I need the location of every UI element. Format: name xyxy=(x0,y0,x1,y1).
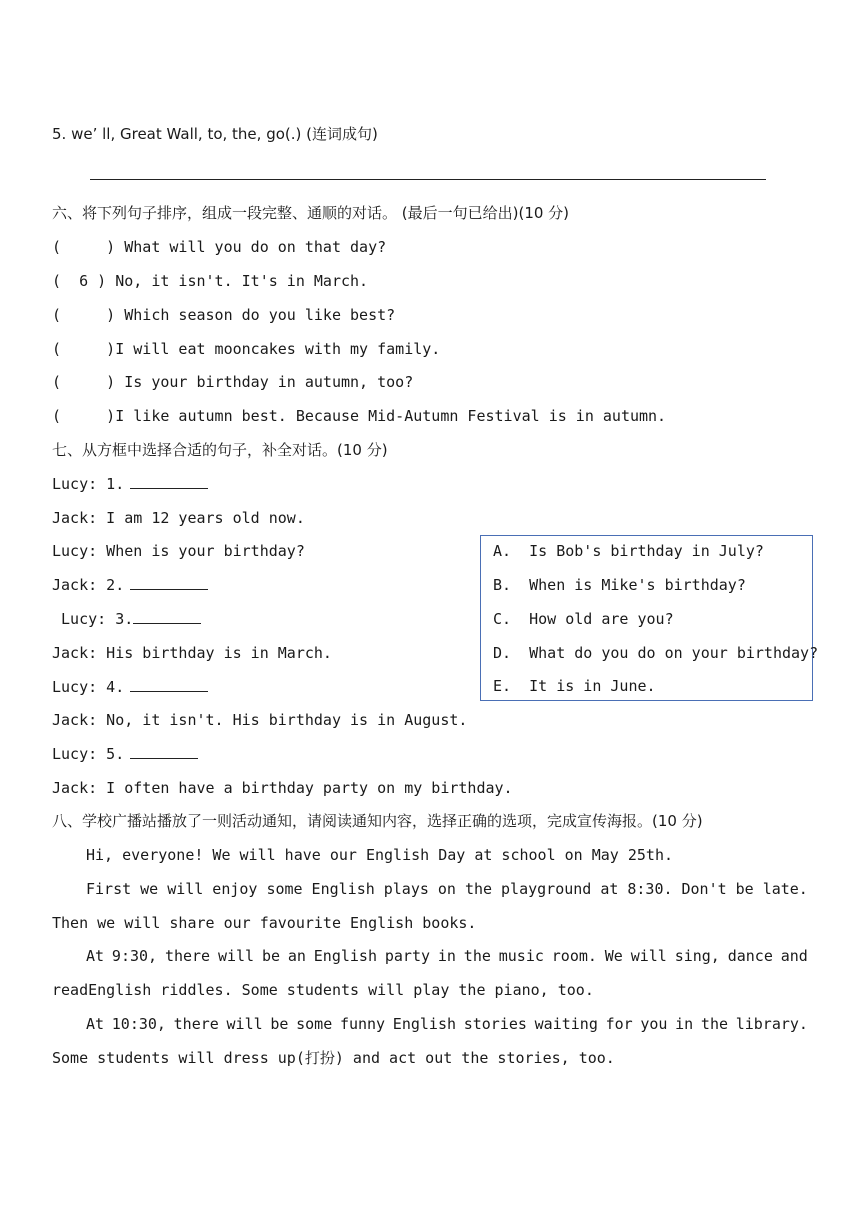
notice-word: party xyxy=(384,947,431,965)
notice-word: First xyxy=(86,880,132,898)
notice-word: we xyxy=(140,880,159,898)
notice-word: will xyxy=(630,947,667,965)
dialogue-line-7 xyxy=(52,677,208,697)
notice-word: be xyxy=(261,947,280,965)
option-a: A. Is Bob's birthday in July? xyxy=(493,542,764,560)
notice-word: library. xyxy=(735,1015,808,1033)
notice-word: there xyxy=(164,947,211,965)
dialogue-line-9 xyxy=(52,744,198,764)
dialogue-line-1 xyxy=(52,474,208,494)
notice-paragraph-3-line-1 xyxy=(52,946,808,966)
dialogue-text: Lucy: 3. xyxy=(52,610,134,628)
notice-word: for xyxy=(605,1015,633,1033)
notice-word: in xyxy=(675,1015,694,1033)
notice-word: will xyxy=(226,1015,263,1033)
section8-heading: 八、学校广播站播放了一则活动通知，请阅读通知内容，选择正确的选项，完成宣传海报。(10 分) xyxy=(52,812,703,830)
section6-item-6: ( )I like autumn best. Because Mid-Autumn Festival is in autumn. xyxy=(52,407,667,425)
notice-word: playground xyxy=(501,880,592,898)
q5-answer-line[interactable] xyxy=(90,179,766,180)
notice-word: sing, xyxy=(674,947,720,965)
notice-word: late. xyxy=(762,880,808,898)
dialogue-line-2: Jack: I am 12 years old now. xyxy=(52,509,305,527)
option-c: C. How old are you? xyxy=(493,610,674,628)
answer-blank-1[interactable] xyxy=(130,474,208,489)
notice-paragraph-2-line-1 xyxy=(52,879,808,899)
notice-word: in xyxy=(437,947,456,965)
notice-word: We xyxy=(604,947,623,965)
answer-blank-5[interactable] xyxy=(130,744,198,759)
notice-word: there xyxy=(173,1015,219,1033)
dialogue-line-6: Jack: His birthday is in March. xyxy=(52,644,332,662)
notice-word: 9:30, xyxy=(111,947,158,965)
notice-word: Don't xyxy=(681,880,727,898)
section6-item-1: ( ) What will you do on that day? xyxy=(52,238,387,256)
notice-word: and xyxy=(780,947,808,965)
notice-word: be xyxy=(735,880,754,898)
section7-heading: 七、从方框中选择合适的句子，补全对话。(10 分) xyxy=(52,441,388,459)
notice-word: 10:30, xyxy=(111,1015,166,1033)
notice-word: room. xyxy=(551,947,597,965)
notice-word: the xyxy=(463,947,491,965)
notice-word: on xyxy=(437,880,456,898)
notice-word: funny xyxy=(339,1015,386,1033)
dialogue-text: Lucy: 5. xyxy=(52,745,125,763)
notice-word: music xyxy=(498,947,544,965)
dialogue-text: Lucy: 1. xyxy=(52,475,125,493)
options-box xyxy=(480,535,819,701)
notice-word: dance xyxy=(727,947,773,965)
section6-item-3: ( ) Which season do you like best? xyxy=(52,306,396,324)
notice-word: At xyxy=(86,947,105,965)
notice-word: an xyxy=(287,947,306,965)
notice-word: At xyxy=(86,1015,105,1033)
answer-blank-3[interactable] xyxy=(133,609,201,624)
answer-blank-4[interactable] xyxy=(130,677,208,692)
notice-word: plays xyxy=(383,880,429,898)
option-b: B. When is Mike's birthday? xyxy=(493,576,746,594)
option-e: E. It is in June. xyxy=(493,677,656,695)
section6-heading: 六、将下列句子排序，组成一段完整、通顺的对话。 (最后一句已给出)(10 分) xyxy=(52,204,570,222)
notice-word: English xyxy=(392,1015,457,1033)
notice-word: the xyxy=(700,1015,729,1033)
dialogue-text: Jack: 2. xyxy=(52,576,125,594)
notice-word: stories xyxy=(463,1015,527,1033)
dialogue-line-4 xyxy=(52,575,208,595)
dialogue-line-8: Jack: No, it isn't. His birthday is in August. xyxy=(52,711,468,729)
notice-word: waiting xyxy=(534,1015,598,1033)
notice-word: English xyxy=(311,880,375,898)
notice-paragraph-4-line-2: Some students will dress up(打扮) and act out the stories, too. xyxy=(52,1049,615,1067)
dialogue-text: Lucy: 4. xyxy=(52,678,125,696)
notice-word: will xyxy=(167,880,204,898)
section6-item-5: ( ) Is your birthday in autumn, too? xyxy=(52,373,414,391)
notice-word: enjoy xyxy=(212,880,258,898)
notice-word: you xyxy=(640,1015,668,1033)
section6-item-4: ( )I will eat mooncakes with my family. xyxy=(52,340,441,358)
notice-paragraph-3-line-2: readEnglish riddles. Some students will play the piano, too. xyxy=(52,981,594,999)
dialogue-line-10: Jack: I often have a birthday party on my birthday. xyxy=(52,779,513,797)
notice-word: be xyxy=(270,1015,289,1033)
notice-word: some xyxy=(296,1015,333,1033)
notice-word: at xyxy=(600,880,619,898)
section6-item-2: ( 6 ) No, it isn't. It's in March. xyxy=(52,272,369,290)
notice-word: some xyxy=(266,880,303,898)
notice-paragraph-4-line-1 xyxy=(52,1014,808,1034)
answer-blank-2[interactable] xyxy=(130,575,208,590)
notice-word: the xyxy=(464,880,493,898)
notice-paragraph-1: Hi, everyone! We will have our English Day at school on May 25th. xyxy=(86,846,673,864)
dialogue-line-5 xyxy=(52,609,201,629)
dialogue-line-3: Lucy: When is your birthday? xyxy=(52,542,305,560)
notice-word: will xyxy=(217,947,255,965)
notice-word: 8:30. xyxy=(627,880,673,898)
notice-paragraph-2-line-2: Then we will share our favourite English books. xyxy=(52,914,477,932)
option-d: D. What do you do on your birthday? xyxy=(493,644,819,662)
q5-prompt: 5. we’ ll, Great Wall, to, the, go(.) (连词成句) xyxy=(52,125,378,143)
notice-word: English xyxy=(313,947,377,965)
